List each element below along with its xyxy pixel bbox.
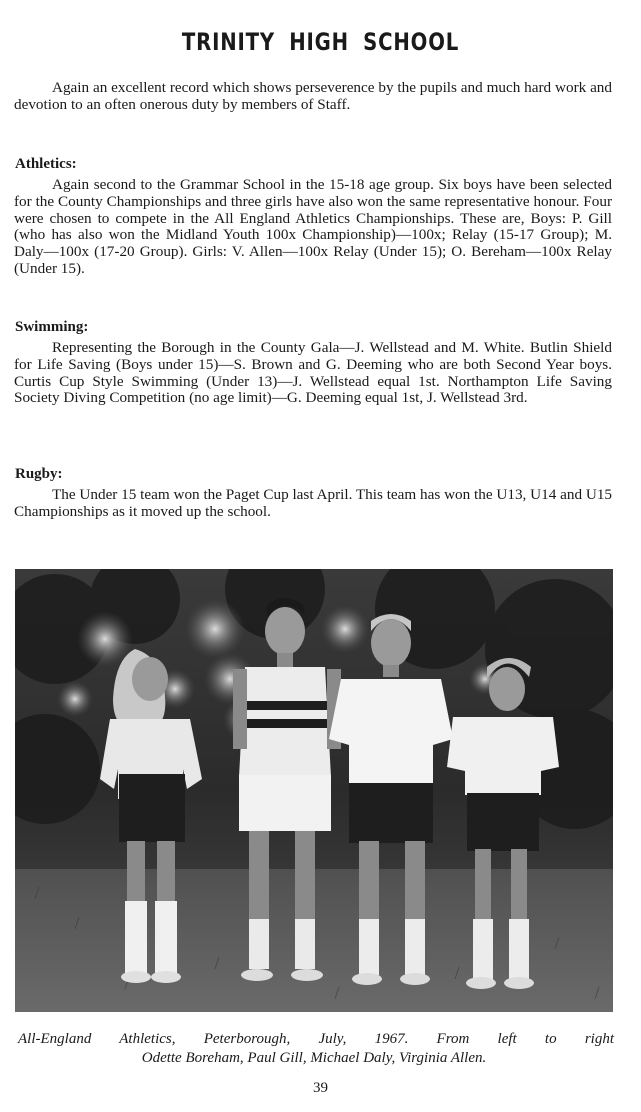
swimming-paragraph: Representing the Borough in the County Gala—J. Wellstead and M. White. Butlin Shield for Life Saving (Boys under 15)—S. Brown and G. Deeming who are both Second Year boys. Curtis Cup Style Swimming (Under 13)—J. Wellstead equal 1st. Northampton Life Saving Society Diving Competition (no age limit)—G. Deeming equal 1st, J. Wellstead 3rd. — [14, 339, 612, 407]
page-title: TRINITY HIGH SCHOOL — [181, 28, 460, 56]
swimming-heading: Swimming: — [15, 319, 89, 335]
team-photo — [15, 569, 613, 1012]
athletics-heading: Athletics: — [15, 156, 77, 172]
caption-line-1: All-England Athletics, Peterborough, July, 1967. From left to right — [18, 1031, 614, 1047]
athletics-paragraph: Again second to the Grammar School in the 15-18 age group. Six boys have been selected for the County Championships and three girls have also won the same representative honour. Four were chosen to compete in the All England Athletics Championships. These are, Boys: P. Gill (who has also won the Midland Youth 100x Championship)—100x; Relay (15-17 Group); M. Daly—100x (17-20 Group). Girls: V. Allen—100x Relay (Under 15); O. Bereham—100x Relay (Under 15). — [14, 176, 612, 277]
page-number: 39 — [313, 1080, 328, 1096]
caption-line-2: Odette Boreham, Paul Gill, Michael Daly, Virginia Allen. — [141, 1050, 487, 1066]
intro-paragraph: Again an excellent record which shows perseverence by the pupils and much hard work and devotion to an often onerous duty by members of Staff. — [14, 79, 612, 113]
photo-caption — [14, 1030, 614, 1068]
rugby-heading: Rugby: — [15, 466, 63, 482]
rugby-paragraph: The Under 15 team won the Paget Cup last April. This team has won the U13, U14 and U15 Championships as it moved up the school. — [14, 486, 612, 520]
